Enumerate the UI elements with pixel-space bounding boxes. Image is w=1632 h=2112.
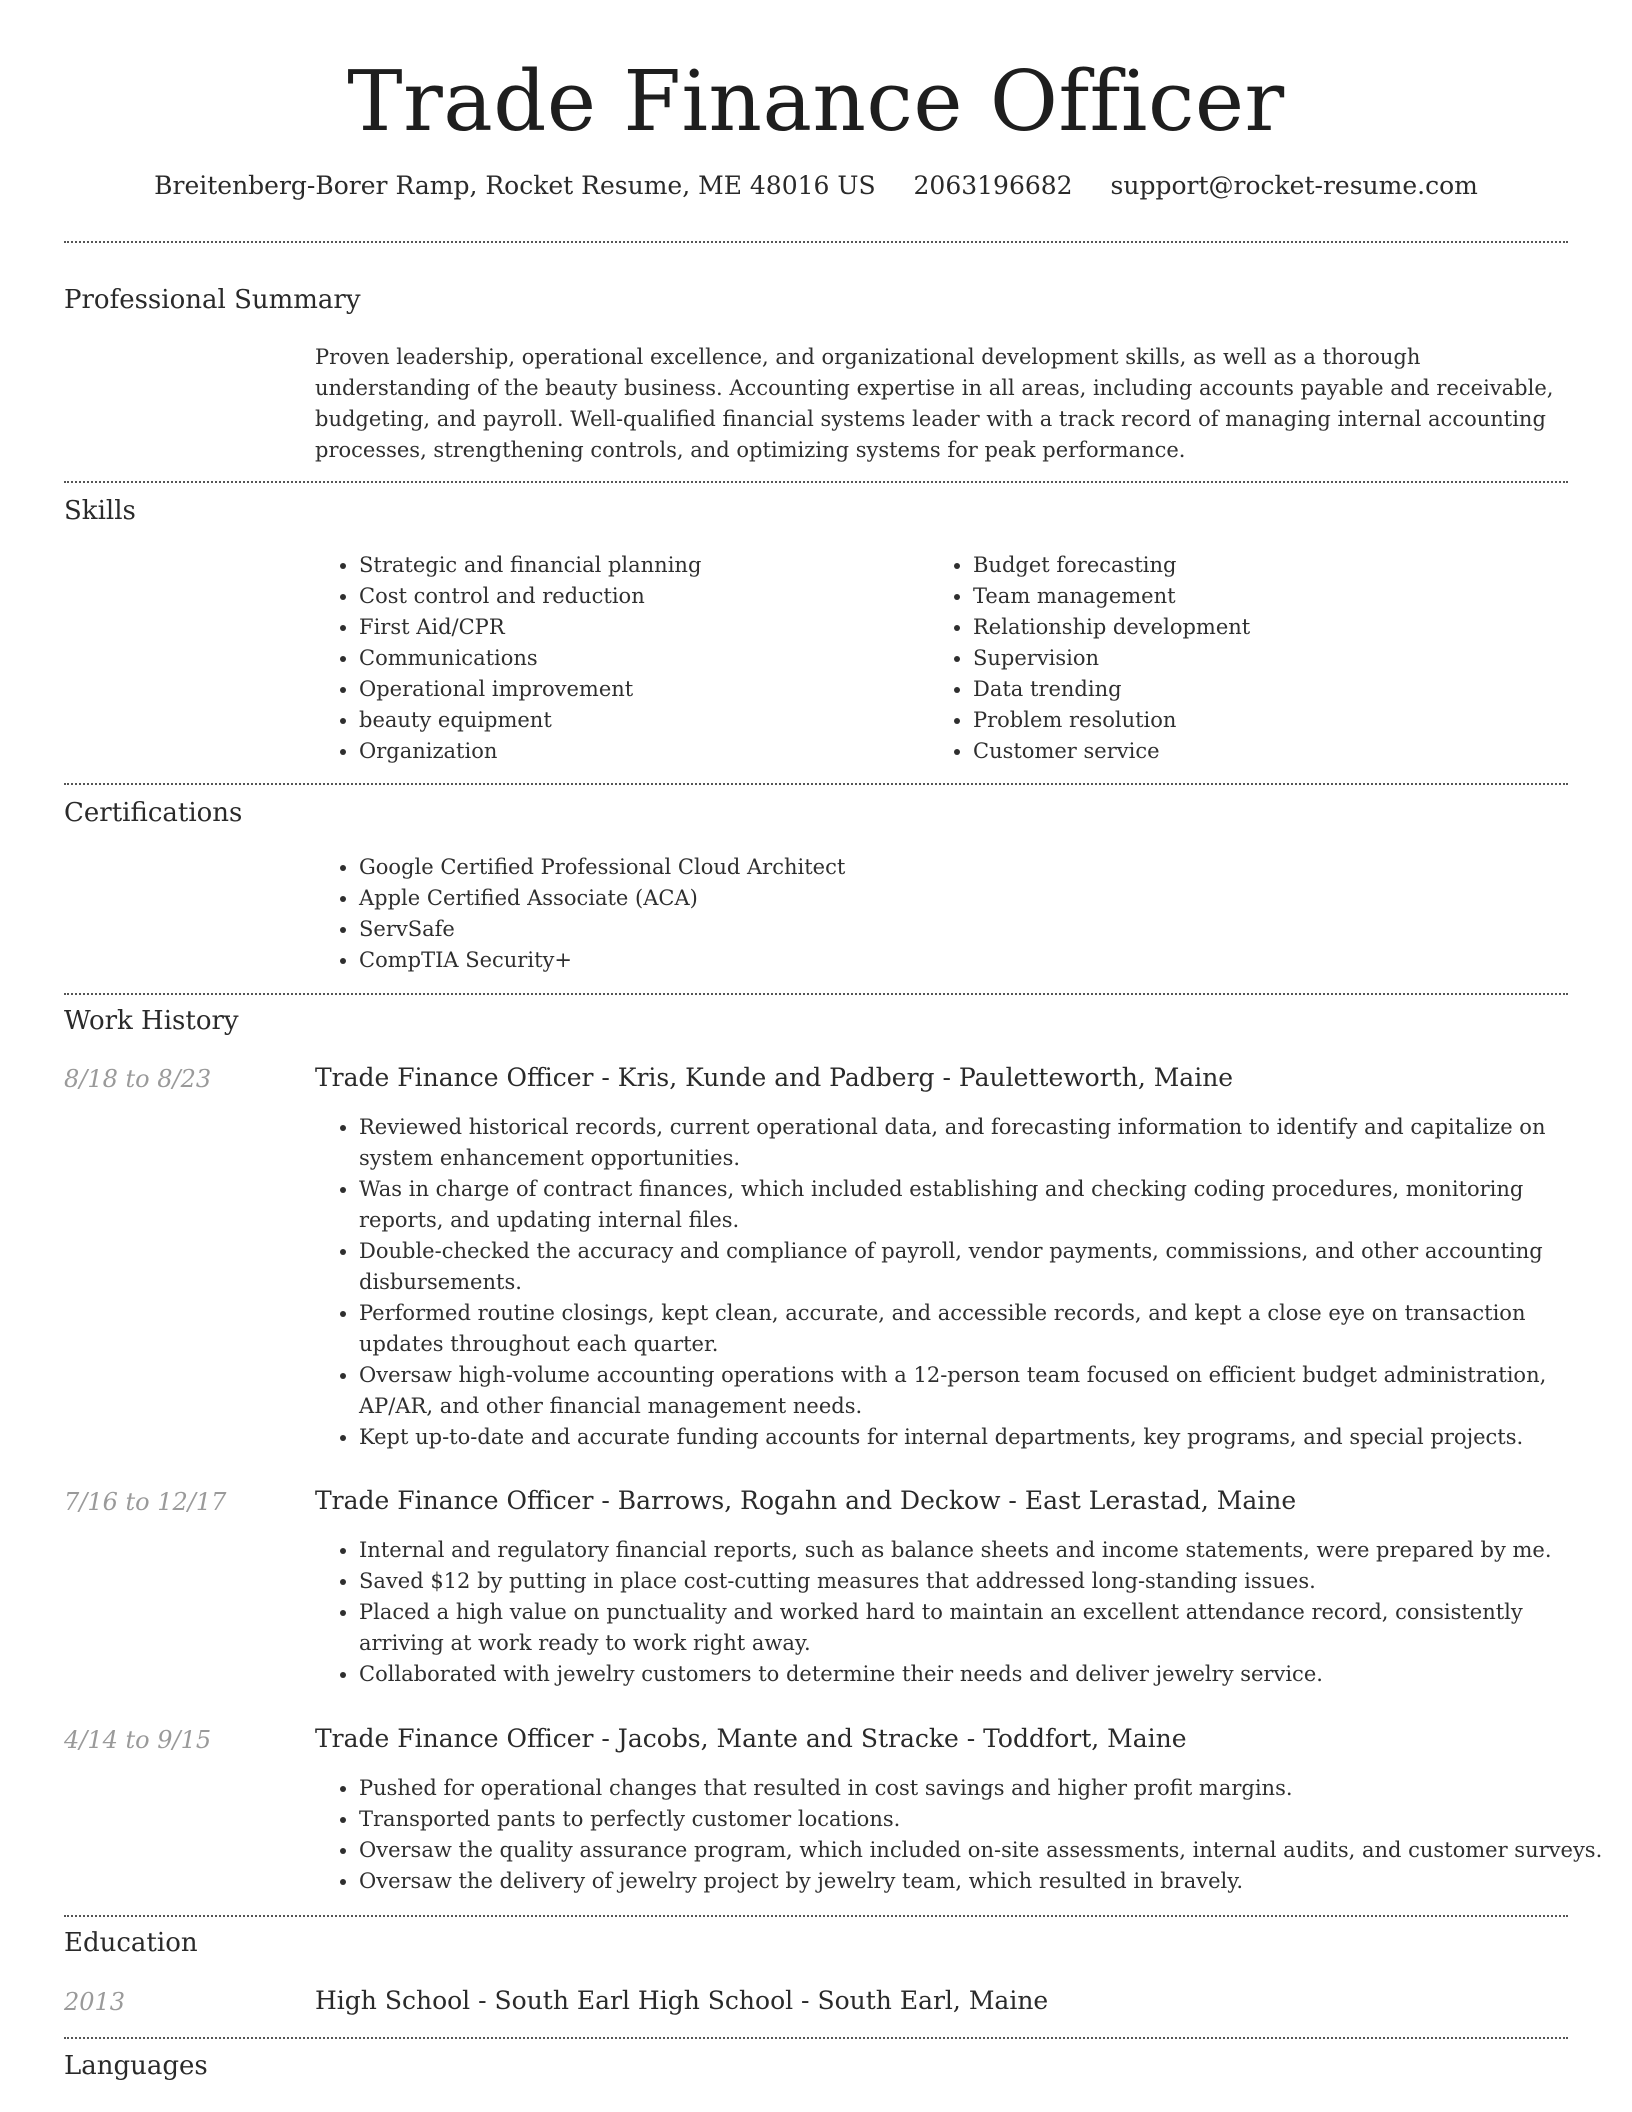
job-bullets [315,1773,1609,1897]
job-bullet: • Oversaw the delivery of jewelry project by jewelry team, which resulted in bravely. [359,1866,1609,1897]
job-heading: Trade Finance Officer - Barrows, Rogahn and Deckow - East Lerastad, Maine [315,1486,1297,1515]
section-title-work-history: Work History [64,1006,239,1036]
job-bullet: • Oversaw the quality assurance program, which included on-site assessments, internal audits, and customer surveys. [359,1835,1609,1866]
section-title-languages: Languages [64,2051,208,2081]
job-bullet: • Double-checked the accuracy and compliance of payroll, vendor payments, commissions, and other accounting disbursements. [359,1236,1609,1298]
section-title-summary: Professional Summary [64,285,361,315]
skill-item: • Relationship development [973,612,1573,643]
skill-item: • Communications [359,643,919,674]
contact-address: Breitenberg-Borer Ramp, Rocket Resume, ME 48016 US [154,171,876,200]
job-heading: Trade Finance Officer - Kris, Kunde and Padberg - Pauletteworth, Maine [315,1063,1234,1092]
section-title-skills: Skills [64,496,136,526]
resume-name: Trade Finance Officer [347,53,1285,150]
summary-text: Proven leadership, operational excellence, and organizational development skills, as well as a thorough understanding of the beauty business. Accounting expertise in all areas, including accounts payable and receivable, budgeting, and payroll. Well-qualified financial systems leader with a track record of managing internal accounting processes, strengthening controls, and optimizing systems for peak performance. [315,345,1554,462]
section-divider [64,481,1568,483]
skill-item: • Problem resolution [973,705,1573,736]
section-title-education: Education [64,1928,198,1958]
skill-item: • Operational improvement [359,674,919,705]
skill-item: • Customer service [973,736,1573,767]
skills-list-left [315,550,919,767]
job-bullet: • Saved $12 by putting in place cost-cutting measures that addressed long-standing issues. [359,1566,1609,1597]
job-bullet: • Placed a high value on punctuality and worked hard to maintain an excellent attendance record, consistently arriving at work ready to work right away. [359,1597,1609,1659]
job-bullet: • Reviewed historical records, current operational data, and forecasting information to identify and capitalize on system enhancement opportunities. [359,1112,1609,1174]
contact-phone: 2063196682 [913,171,1073,200]
section-title-certifications: Certifications [64,798,243,828]
job-bullet: • Performed routine closings, kept clean, accurate, and accessible records, and kept a close eye on transaction updates throughout each quarter. [359,1298,1609,1360]
skill-item: • Cost control and reduction [359,581,919,612]
certification-item: • ServSafe [359,914,1559,945]
skill-item: • beauty equipment [359,705,919,736]
certification-item: • Google Certified Professional Cloud Architect [359,852,1559,883]
job-dates: 8/18 to 8/23 [64,1065,212,1093]
job-bullet: • Kept up-to-date and accurate funding accounts for internal departments, key programs, and special projects. [359,1422,1609,1453]
skill-item: • Strategic and financial planning [359,550,919,581]
job-bullet: • Collaborated with jewelry customers to determine their needs and deliver jewelry service. [359,1659,1609,1690]
section-divider [64,2037,1568,2039]
education-dates: 2013 [64,1988,126,2016]
contact-email: support@rocket-resume.com [1110,171,1478,200]
job-bullets [315,1535,1609,1690]
job-bullet: • Transported pants to perfectly customer locations. [359,1804,1609,1835]
job-bullet: • Pushed for operational changes that resulted in cost savings and higher profit margins. [359,1773,1609,1804]
job-dates: 7/16 to 12/17 [64,1488,227,1516]
contact-line [0,169,1632,203]
job-bullet: • Internal and regulatory financial reports, such as balance sheets and income statements, were prepared by me. [359,1535,1609,1566]
section-divider [64,241,1568,243]
skill-item: • Organization [359,736,919,767]
education-heading: High School - South Earl High School - South Earl, Maine [315,1986,1049,2015]
skill-item: • Budget forecasting [973,550,1573,581]
skill-item: • Supervision [973,643,1573,674]
job-bullet: • Was in charge of contract finances, which included establishing and checking coding procedures, monitoring reports, and updating internal files. [359,1174,1609,1236]
skill-item: • Team management [973,581,1573,612]
section-divider [64,783,1568,785]
skill-item: • First Aid/CPR [359,612,919,643]
job-dates: 4/14 to 9/15 [64,1726,212,1754]
section-divider [64,993,1568,995]
job-heading: Trade Finance Officer - Jacobs, Mante and Stracke - Toddfort, Maine [315,1724,1187,1753]
job-bullet: • Oversaw high-volume accounting operations with a 12-person team focused on efficient budget administration, AP/AR, and other financial management needs. [359,1360,1609,1422]
skill-item: • Data trending [973,674,1573,705]
job-bullets [315,1112,1609,1453]
certifications-list [315,852,1559,976]
certification-item: • Apple Certified Associate (ACA) [359,883,1559,914]
section-divider [64,1915,1568,1917]
certification-item: • CompTIA Security+ [359,945,1559,976]
skills-list-right [929,550,1573,767]
